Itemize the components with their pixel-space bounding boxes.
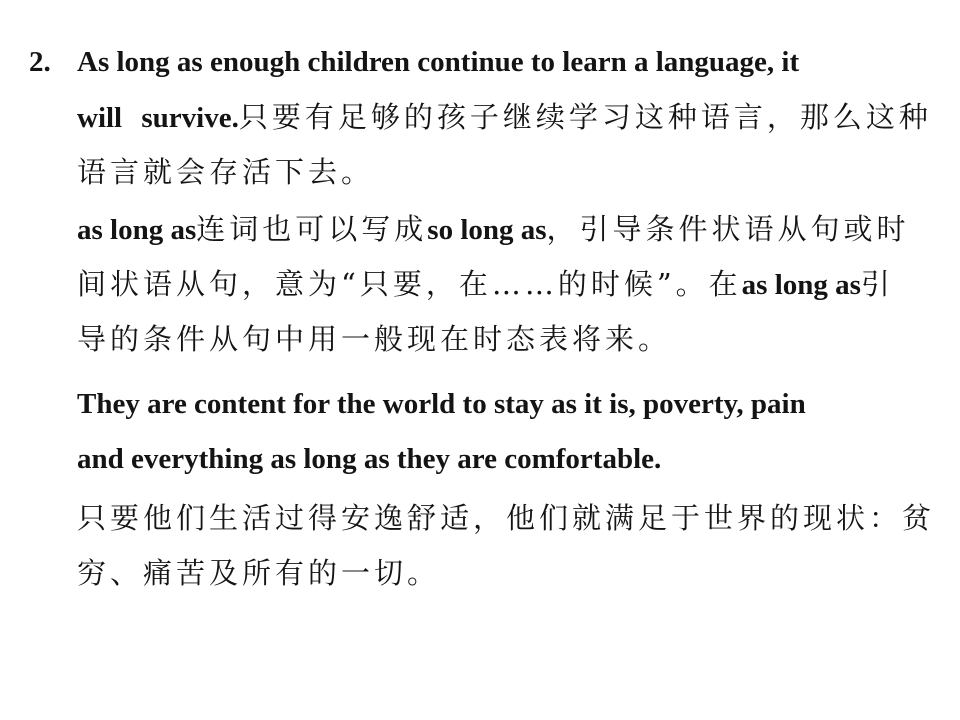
text-segment-zh: 只要有足够的孩子继续学习这种语言，那么这种 [238, 100, 932, 134]
text-segment-zh: 穷、痛苦及所有的一切。 [77, 556, 441, 590]
text-segment-zh: ，引导条件状语从句或时 [546, 212, 910, 246]
grammar-explanation [29, 202, 941, 367]
text-segment-zh: 导的条件从句中用一般现在时态表将来。 [77, 322, 672, 356]
text-segment-en: so long as [427, 214, 547, 246]
text-segment-en: will survive. [77, 102, 239, 134]
text-line [29, 491, 941, 546]
text-line [29, 546, 941, 601]
text-segment-en: They are content for the world to stay as it is, poverty, pain [77, 388, 806, 420]
text-line [29, 312, 941, 367]
text-segment-en: as long as [741, 269, 861, 301]
text-line [29, 202, 941, 257]
text-segment-zh: 引 [860, 267, 894, 301]
text-line [29, 432, 941, 487]
text-segment-zh: 连词也可以写成 [196, 212, 428, 246]
example-sentence [29, 377, 941, 487]
point-sentence-with-translation [29, 35, 941, 200]
text-segment-en: As long as enough children continue to learn a language, it [77, 46, 800, 78]
text-segment-zh: 只要他们生活过得安逸舒适，他们就满足于世界的现状：贫 [77, 501, 936, 535]
item-number: 2. [29, 46, 51, 78]
text-line [29, 145, 941, 200]
text-segment-en: as long as [77, 214, 197, 246]
text-segment-zh: 间状语从句，意为“只要，在……的时候”。在 [77, 267, 742, 301]
text-line [29, 35, 941, 90]
example-translation [29, 491, 941, 601]
text-segment-en: and everything as long as they are comfortable. [77, 443, 662, 475]
text-segment-zh: 语言就会存活下去。 [77, 155, 375, 189]
text-line [29, 257, 941, 312]
text-line [29, 377, 941, 432]
text-line [29, 90, 941, 145]
text-block [29, 35, 941, 601]
